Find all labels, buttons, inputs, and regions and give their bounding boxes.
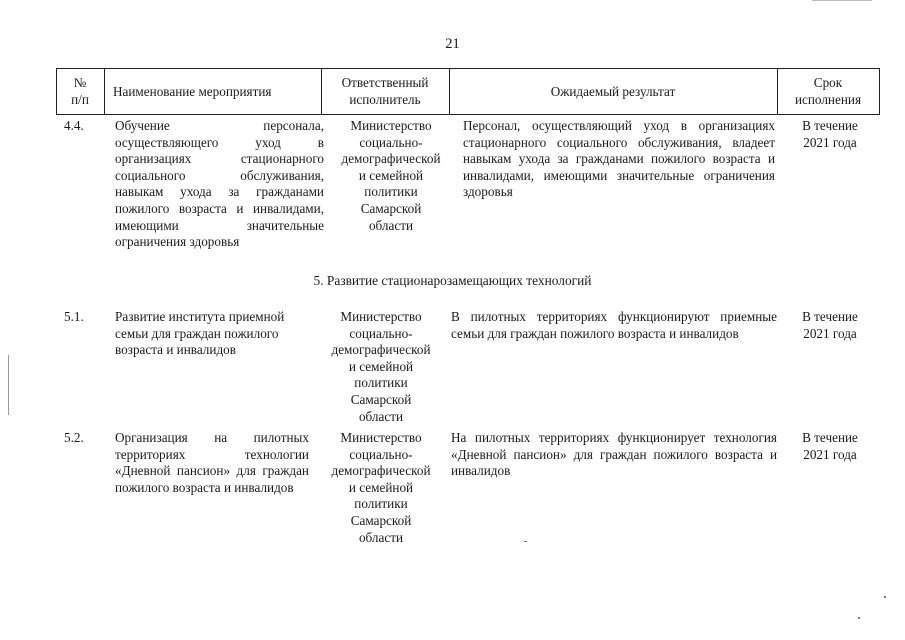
row-4-4-num: 4.4. xyxy=(64,118,84,133)
row-4-4-result: Персонал, осуществляющий уход в организациях стационарного социального обслуживания, владеет навыкам ухода за гражданами пожилого возраста и инвалидами, имеющими значительные ограничения здоровья xyxy=(463,118,775,200)
row-5-2-term: В течение 2021 года xyxy=(802,430,858,462)
section-title: 5. Развитие стационарозамещающих технологий xyxy=(313,273,592,288)
row-5-1-result: В пилотных территориях функционируют приемные семьи для граждан пожилого возраста и инвалидов xyxy=(451,309,777,341)
header-num: № п/п xyxy=(71,75,89,107)
page-number: 21 xyxy=(445,36,460,52)
scan-speck xyxy=(858,617,860,619)
scan-edge-mark xyxy=(8,355,9,415)
row-5-2-result: На пилотных территориях функционирует технология «Дневной пансион» для граждан пожилого возраста и инвалидов xyxy=(451,430,777,479)
header-result: Ожидаемый результат xyxy=(550,84,676,99)
row-5-1-executor: Министерство социально- демографической и семейной политики Самарской области xyxy=(331,309,431,424)
table-header xyxy=(56,68,880,115)
row-5-2-executor: Министерство социально- демографической и семейной политики Самарской области xyxy=(331,430,431,545)
row-5-1-num: 5.1. xyxy=(64,309,84,324)
row-5-2-num: 5.2. xyxy=(64,430,84,445)
row-5-1-term: В течение 2021 года xyxy=(802,309,858,341)
header-name: Наименование мероприятия xyxy=(113,84,272,99)
header-term: Срок исполнения xyxy=(794,75,862,107)
row-4-4-name: Обучение персонала, осуществляющего уход в организациях стационарного социального обслуживания, навыкам ухода за гражданами пожилого возраста и инвалидами, имеющими значительные ограничения здоровья xyxy=(115,118,324,250)
scan-speck xyxy=(812,0,872,1)
scan-speck xyxy=(884,596,886,598)
scan-speck xyxy=(524,541,527,542)
row-4-4-executor: Министерство социально- демографической и семейной политики Самарской области xyxy=(341,118,441,233)
row-4-4-term: В течение 2021 года xyxy=(802,118,858,150)
row-5-1-name: Развитие института приемной семьи для граждан пожилого возраста и инвалидов xyxy=(115,309,285,358)
row-5-2-name: Организация на пилотных территориях технологии «Дневной пансион» для граждан пожилого возраста и инвалидов xyxy=(115,430,309,495)
header-executor: Ответственный исполнитель xyxy=(341,75,429,107)
